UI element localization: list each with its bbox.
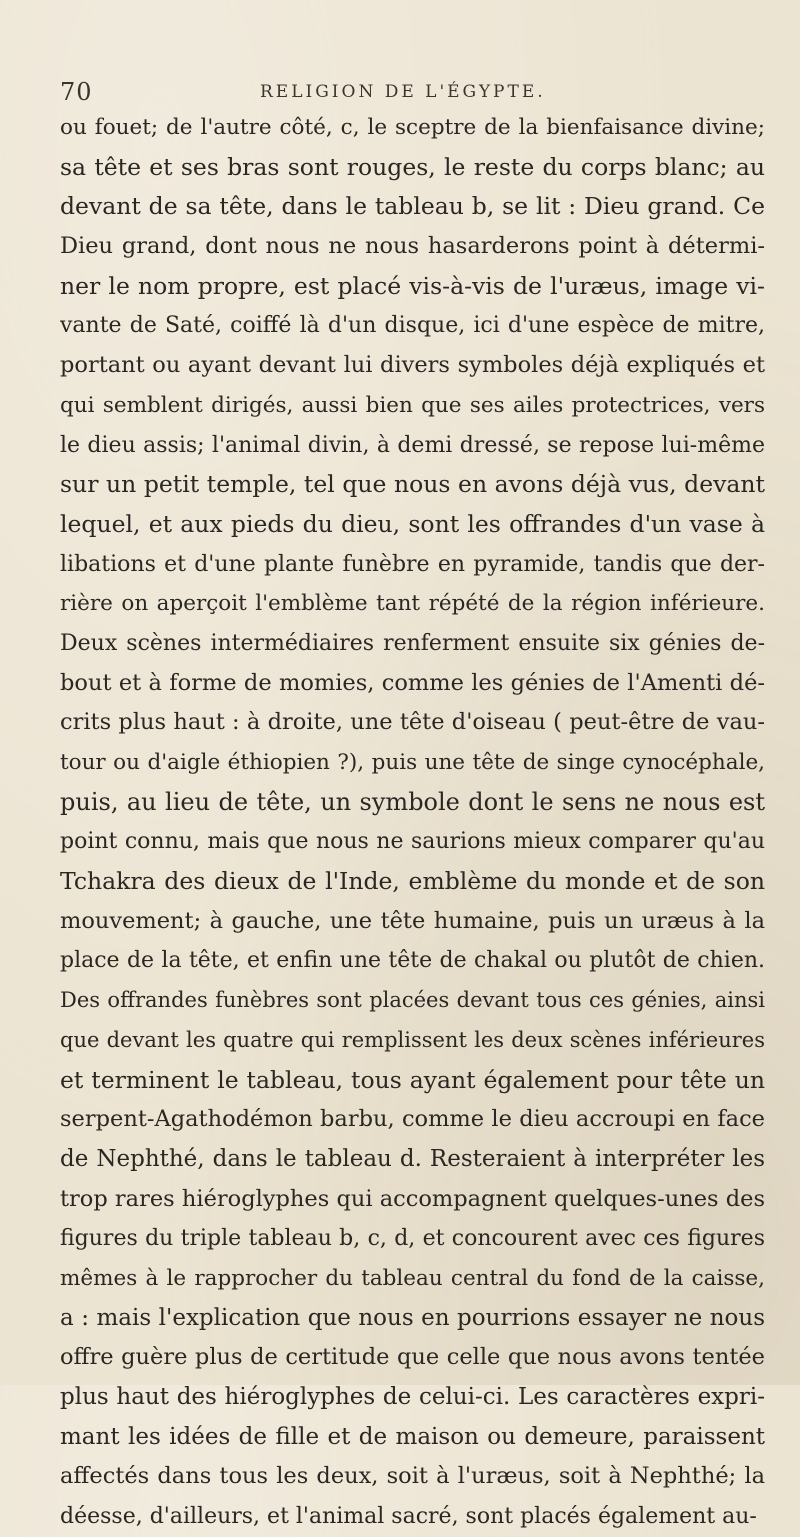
- text-line: trop rares hiéroglyphes qui accompagnent quelques-unes des: [60, 1185, 765, 1212]
- text-line: tour ou d'aigle éthiopien ?), puis une tête de singe cynocéphale,: [60, 750, 765, 775]
- text-line: ou fouet; de l'autre côté, c, le sceptre de la bienfaisance divine;: [60, 115, 765, 140]
- text-line: sur un petit temple, tel que nous en avons déjà vus, devant: [60, 470, 765, 499]
- text-line: puis, au lieu de tête, un symbole dont le sens ne nous est: [60, 787, 765, 816]
- text-line: point connu, mais que nous ne saurions mieux comparer qu'au: [60, 829, 765, 855]
- text-line: devant de sa tête, dans le tableau b, se lit : Dieu grand. Ce: [60, 192, 765, 221]
- page-header: [60, 78, 760, 108]
- text-line: lequel, et aux pieds du dieu, sont les offrandes d'un vase à: [60, 509, 765, 538]
- text-line: de Nephthé, dans le tableau d. Resteraient à interpréter les: [60, 1145, 765, 1172]
- text-line: serpent-Agathodémon barbu, comme le dieu accroupi en face: [60, 1106, 765, 1133]
- text-line: plus haut des hiéroglyphes de celui-ci. Les caractères expri-: [60, 1384, 765, 1410]
- text-line: mant les idées de fille et de maison ou demeure, paraissent: [60, 1423, 765, 1450]
- text-line: déesse, d'ailleurs, et l'animal sacré, sont placés également au-: [60, 1504, 757, 1530]
- text-line: Tchakra des dieux de l'Inde, emblème du monde et de son: [60, 867, 765, 896]
- text-line: offre guère plus de certitude que celle que nous avons tentée: [60, 1344, 765, 1371]
- running-head: RELIGION DE L'ÉGYPTE.: [260, 82, 546, 102]
- text-line: affectés dans tous les deux, soit à l'uræus, soit à Nephthé; la: [60, 1463, 765, 1490]
- text-line: bout et à forme de momies, comme les génies de l'Amenti dé-: [60, 669, 765, 696]
- text-line: que devant les quatre qui remplissent les deux scènes inférieures: [60, 1027, 765, 1052]
- text-line: qui semblent dirigés, aussi bien que ses ailes protectrices, vers: [60, 392, 765, 418]
- text-line: Dieu grand, dont nous ne nous hasarderons point à détermi-: [60, 233, 765, 260]
- text-line: rière on aperçoit l'emblème tant répété de la région inférieure.: [60, 591, 765, 617]
- text-line: place de la tête, et enfin une tête de chakal ou plutôt de chien.: [60, 948, 765, 974]
- text-line: libations et d'une plante funèbre en pyramide, tandis que der-: [60, 551, 765, 577]
- text-line: vante de Saté, coiffé là d'un disque, ici d'une espèce de mitre,: [60, 313, 765, 339]
- text-line: et terminent le tableau, tous ayant également pour tête un: [60, 1065, 765, 1094]
- text-line: mêmes à le rapprocher du tableau central du fond de la caisse,: [60, 1265, 765, 1291]
- text-line: le dieu assis; l'animal divin, à demi dressé, se repose lui-même: [60, 432, 765, 458]
- text-line: Deux scènes intermédiaires renferment ensuite six génies de-: [60, 630, 765, 656]
- text-line: figures du triple tableau b, c, d, et concourent avec ces figures: [60, 1226, 765, 1252]
- page-number: 70: [60, 78, 93, 106]
- text-line: Des offrandes funèbres sont placées devant tous ces génies, ainsi: [60, 988, 765, 1013]
- text-line: crits plus haut : à droite, une tête d'oiseau ( peut-être de vau-: [60, 709, 765, 736]
- text-line: mouvement; à gauche, une tête humaine, puis un uræus à la: [60, 907, 765, 934]
- text-line: portant ou ayant devant lui divers symboles déjà expliqués et: [60, 352, 765, 379]
- text-line: ner le nom propre, est placé vis-à-vis de l'uræus, image vi-: [60, 271, 765, 300]
- text-line: sa tête et ses bras sont rouges, le reste du corps blanc; au: [60, 152, 765, 181]
- text-line: a : mais l'explication que nous en pourrions essayer ne nous: [60, 1304, 765, 1331]
- body-text: [60, 108, 765, 1537]
